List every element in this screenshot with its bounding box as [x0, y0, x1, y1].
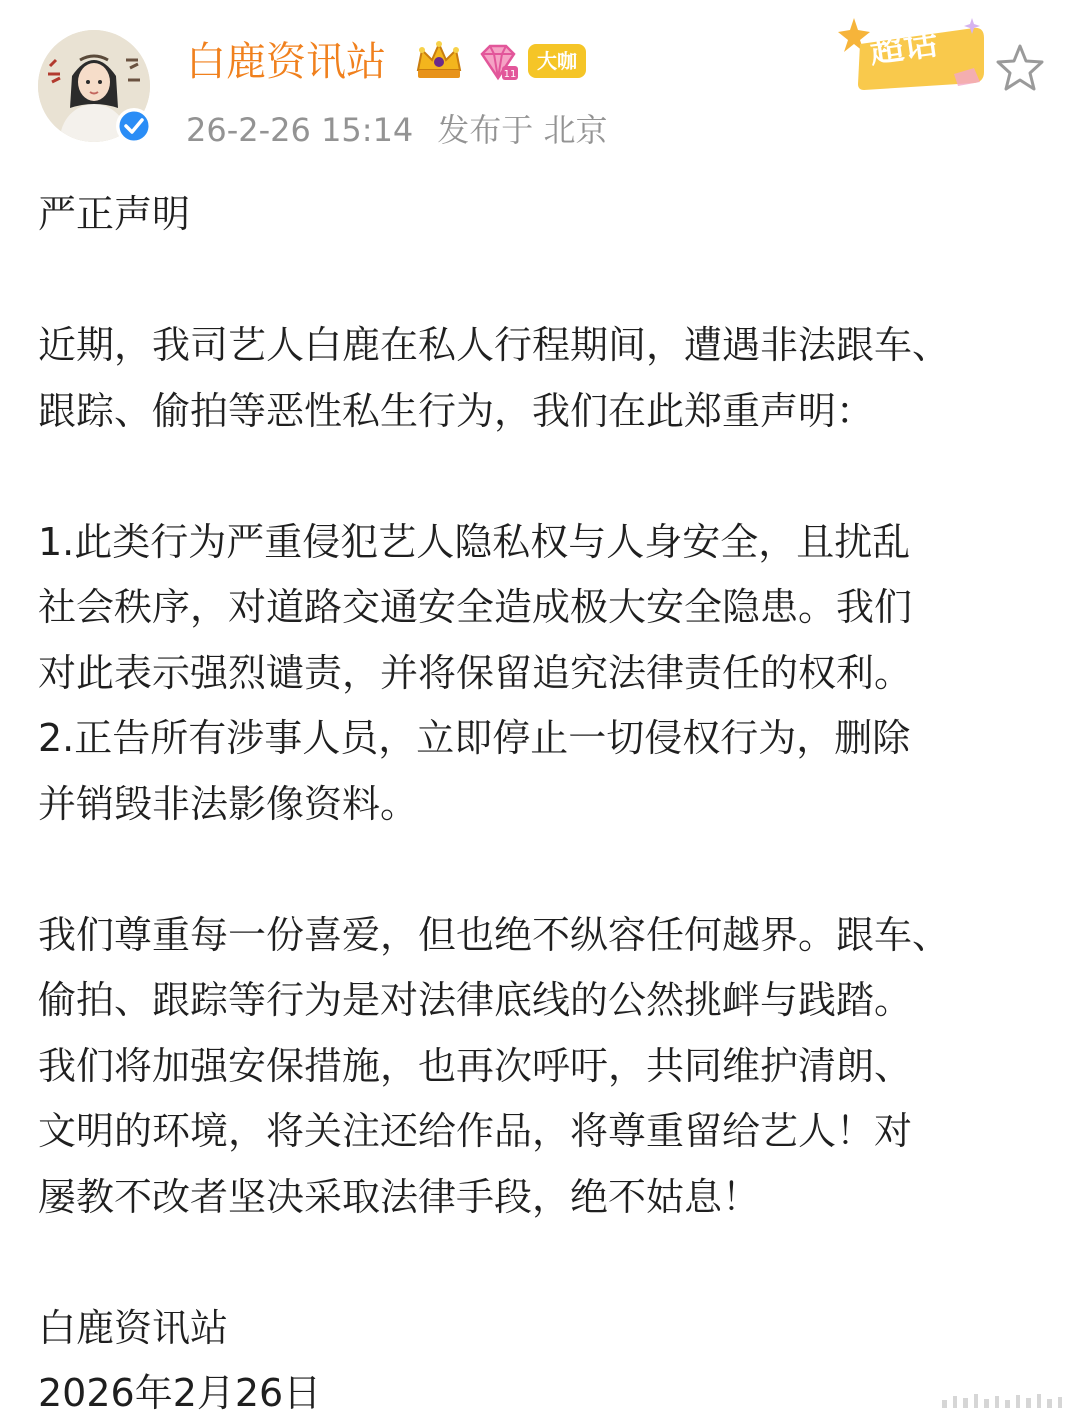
paragraph-line: 文明的环境，将关注还给作品，将尊重留给艺人！对: [38, 1109, 913, 1153]
list-item-line: 1.此类行为严重侵犯艺人隐私权与人身安全，且扰乱: [38, 519, 911, 564]
gem-badge-icon[interactable]: [476, 40, 520, 84]
signature-date: 2026年2月26日: [38, 1371, 322, 1415]
paragraph-line: 我们将加强安保措施，也再次呼吁，共同维护清朗、: [38, 1043, 913, 1088]
paragraph-spacer: [38, 837, 1050, 903]
post-title: 严正声明: [38, 192, 191, 236]
crown-badge-icon[interactable]: [412, 40, 466, 84]
username[interactable]: 白鹿资讯站: [186, 39, 386, 85]
paragraph-spacer: [38, 1230, 1050, 1296]
paragraph-spacer: [38, 444, 1050, 510]
paragraph-line: 跟踪、偷拍等恶性私生行为，我们在此郑重声明：: [38, 388, 875, 433]
list-item-line: 并销毁非法影像资料。: [38, 781, 419, 826]
list-item-line: 2.正告所有涉事人员，立即停止一切侵权行为，删除: [38, 716, 911, 760]
svg-text:11: 11: [503, 69, 517, 80]
signature: 白鹿资讯站: [38, 1305, 229, 1350]
list-item-line: 社会秩序，对道路交通安全造成极大安全隐患。我们: [38, 585, 913, 629]
post-body: [38, 182, 1050, 1418]
paragraph-line: 偷拍、跟踪等行为是对法律底线的公然挑衅与践踏。: [38, 978, 913, 1022]
paragraph-line: 近期，我司艺人白鹿在私人行程期间，遭遇非法跟车、: [38, 323, 951, 367]
post-timestamp: 26-2-26 15:14: [186, 111, 414, 149]
supertopic-label[interactable]: 超话: [867, 22, 941, 72]
star-outline-icon[interactable]: [994, 42, 1046, 94]
daka-badge[interactable]: 大咖: [528, 44, 586, 78]
paragraph-spacer: [38, 248, 1050, 314]
post-location: 发布于 北京: [437, 111, 608, 149]
watermark-bars: [942, 1394, 1062, 1408]
verified-badge: [116, 108, 152, 144]
paragraph-line: 屡教不改者坚决采取法律手段，绝不姑息！: [38, 1174, 761, 1219]
post-header: [0, 0, 1080, 170]
post-meta: [186, 106, 607, 154]
verified-check-icon: [116, 108, 152, 144]
list-item-line: 对此表示强烈谴责，并将保留追究法律责任的权利。: [38, 650, 913, 695]
paragraph-line: 我们尊重每一份喜爱，但也绝不纵容任何越界。跟车、: [38, 912, 951, 957]
